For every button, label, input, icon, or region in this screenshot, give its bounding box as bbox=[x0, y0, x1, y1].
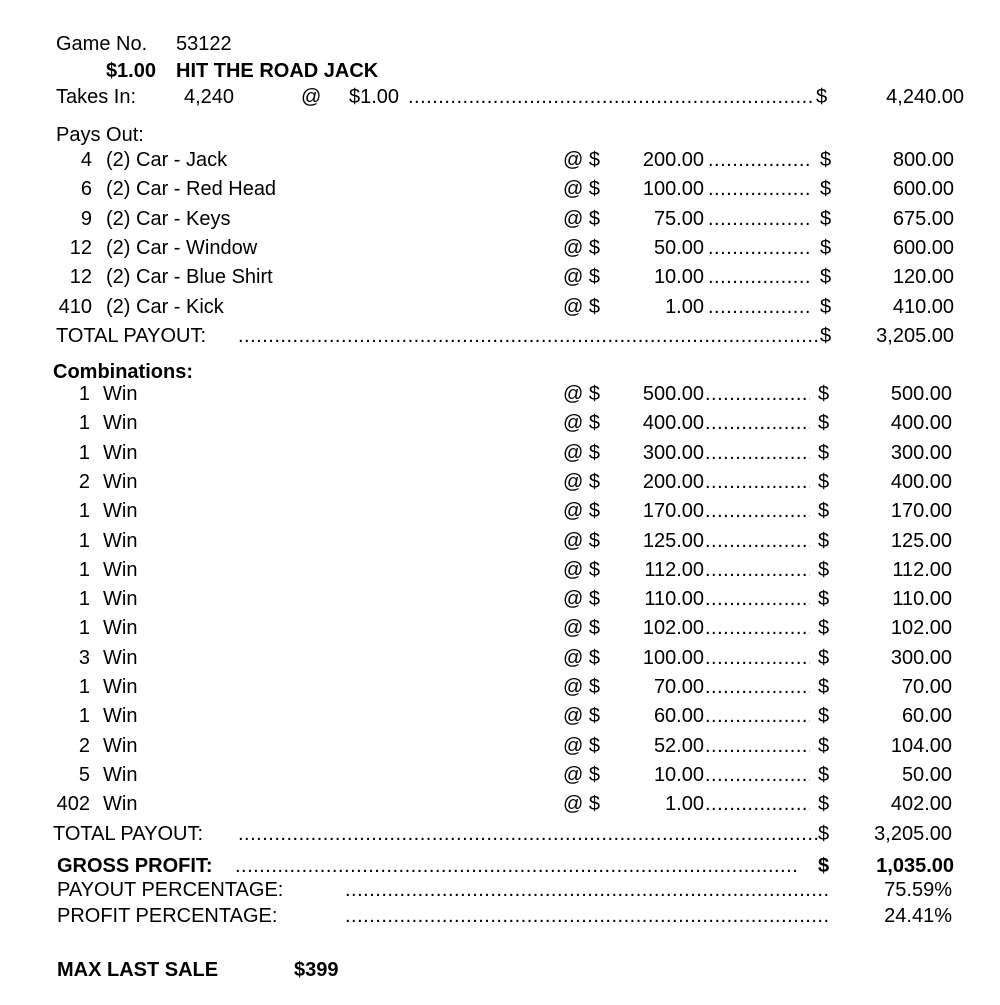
row-prize: 125.00 bbox=[642, 529, 704, 552]
row-total: 104.00 bbox=[890, 734, 952, 757]
row-description: (2) Car - Window bbox=[106, 236, 258, 259]
leader-dots bbox=[238, 325, 820, 347]
row-at-dollar: @ $ bbox=[563, 470, 600, 493]
row-at-dollar: @ $ bbox=[563, 207, 600, 230]
leader-dots bbox=[708, 208, 812, 230]
leader-dots bbox=[705, 383, 810, 405]
row-total: 600.00 bbox=[892, 236, 954, 259]
row-description: Win bbox=[103, 676, 138, 698]
row-description: (2) Car - Blue Shirt bbox=[106, 266, 273, 289]
row-at-dollar: @ $ bbox=[563, 266, 600, 289]
leader-dots bbox=[708, 296, 812, 318]
row-quantity: 12 bbox=[69, 266, 92, 289]
row-at-dollar: @ $ bbox=[563, 236, 600, 259]
profit-percentage-value: 24.41% bbox=[884, 905, 952, 927]
row-currency: $ bbox=[818, 793, 830, 816]
leader-dots bbox=[705, 412, 810, 434]
row-quantity: 3 bbox=[78, 646, 90, 669]
row-currency: $ bbox=[820, 178, 832, 201]
row-currency: $ bbox=[818, 705, 830, 728]
row-prize: 60.00 bbox=[653, 705, 704, 728]
row-at-dollar: @ $ bbox=[563, 383, 600, 405]
leader-dots bbox=[705, 647, 810, 669]
takes-in-label: Takes In: bbox=[56, 86, 137, 108]
combinations-total-currency: $ bbox=[818, 823, 830, 845]
row-description: (2) Car - Jack bbox=[106, 149, 228, 171]
leader-dots bbox=[705, 500, 810, 522]
row-quantity: 12 bbox=[69, 236, 92, 259]
row-total: 112.00 bbox=[892, 558, 952, 581]
row-total: 675.00 bbox=[892, 207, 954, 230]
row-total: 70.00 bbox=[901, 676, 952, 698]
row-total: 400.00 bbox=[890, 470, 952, 493]
row-currency: $ bbox=[818, 617, 830, 640]
row-description: Win bbox=[103, 734, 138, 757]
leader-dots bbox=[708, 266, 812, 288]
row-total: 800.00 bbox=[892, 149, 954, 171]
row-currency: $ bbox=[818, 676, 830, 698]
row-quantity: 1 bbox=[78, 500, 90, 523]
gross-profit-currency: $ bbox=[818, 855, 830, 877]
row-description: Win bbox=[103, 705, 138, 728]
row-prize: 400.00 bbox=[642, 412, 704, 435]
row-quantity: 1 bbox=[78, 383, 90, 405]
row-prize: 1.00 bbox=[665, 793, 704, 816]
row-prize: 100.00 bbox=[642, 646, 704, 669]
leader-dots bbox=[705, 559, 810, 581]
row-currency: $ bbox=[818, 383, 830, 405]
row-at-dollar: @ $ bbox=[563, 588, 600, 611]
row-at-dollar: @ $ bbox=[563, 149, 600, 171]
leader-dots bbox=[708, 149, 812, 171]
game-price: $1.00 bbox=[105, 60, 156, 82]
row-description: Win bbox=[103, 588, 138, 611]
pays-out-total-label: TOTAL PAYOUT: bbox=[56, 325, 207, 347]
row-prize: 70.00 bbox=[653, 676, 704, 698]
takes-in-at: @ bbox=[301, 86, 322, 108]
leader-dots bbox=[708, 237, 812, 259]
leader-dots bbox=[705, 676, 810, 698]
row-quantity: 6 bbox=[80, 178, 92, 201]
row-at-dollar: @ $ bbox=[563, 734, 600, 757]
gross-profit-value: 1,035.00 bbox=[876, 855, 954, 877]
row-currency: $ bbox=[818, 734, 830, 757]
game-no-value: 53122 bbox=[176, 33, 232, 55]
row-description: Win bbox=[103, 793, 138, 816]
row-prize: 300.00 bbox=[642, 441, 704, 464]
combinations-total-label: TOTAL PAYOUT: bbox=[53, 823, 204, 845]
leader-dots bbox=[705, 442, 810, 464]
row-quantity: 1 bbox=[78, 705, 90, 728]
row-prize: 500.00 bbox=[642, 383, 704, 405]
row-description: Win bbox=[103, 412, 138, 435]
row-total: 300.00 bbox=[890, 441, 952, 464]
row-currency: $ bbox=[818, 588, 830, 611]
row-total: 50.00 bbox=[901, 763, 952, 786]
row-description: (2) Car - Red Head bbox=[106, 178, 277, 201]
row-quantity: 1 bbox=[78, 617, 90, 640]
row-quantity: 9 bbox=[80, 207, 92, 230]
row-description: (2) Car - Kick bbox=[106, 295, 224, 318]
leader-dots bbox=[708, 178, 812, 200]
row-total: 410.00 bbox=[892, 295, 954, 318]
row-quantity: 402 bbox=[56, 793, 90, 816]
combinations-total-value: 3,205.00 bbox=[874, 823, 952, 845]
row-at-dollar: @ $ bbox=[563, 178, 600, 201]
row-at-dollar: @ $ bbox=[563, 441, 600, 464]
takes-in-price: $1.00 bbox=[349, 86, 400, 108]
profit-percentage-label: PROFIT PERCENTAGE: bbox=[57, 905, 278, 927]
row-at-dollar: @ $ bbox=[563, 412, 600, 435]
leader-dots bbox=[705, 764, 810, 786]
row-description: Win bbox=[103, 470, 138, 493]
row-currency: $ bbox=[818, 441, 830, 464]
row-quantity: 5 bbox=[78, 763, 90, 786]
row-currency: $ bbox=[820, 266, 832, 289]
row-at-dollar: @ $ bbox=[563, 646, 600, 669]
row-description: Win bbox=[103, 383, 138, 405]
row-quantity: 1 bbox=[78, 441, 90, 464]
row-prize: 200.00 bbox=[642, 149, 704, 171]
row-currency: $ bbox=[818, 763, 830, 786]
row-at-dollar: @ $ bbox=[563, 763, 600, 786]
row-prize: 10.00 bbox=[653, 266, 704, 289]
takes-in-count: 4,240 bbox=[184, 86, 235, 108]
row-total: 125.00 bbox=[890, 529, 952, 552]
row-total: 600.00 bbox=[892, 178, 954, 201]
max-last-sale-label: MAX LAST SALE bbox=[57, 959, 219, 981]
row-prize: 10.00 bbox=[653, 763, 704, 786]
row-at-dollar: @ $ bbox=[563, 705, 600, 728]
row-at-dollar: @ $ bbox=[563, 676, 600, 698]
row-total: 170.00 bbox=[890, 500, 952, 523]
row-prize: 100.00 bbox=[642, 178, 704, 201]
combinations-label: Combinations: bbox=[53, 361, 193, 383]
row-at-dollar: @ $ bbox=[563, 529, 600, 552]
row-at-dollar: @ $ bbox=[563, 793, 600, 816]
row-currency: $ bbox=[818, 470, 830, 493]
row-prize: 52.00 bbox=[653, 734, 704, 757]
pays-out-label: Pays Out: bbox=[56, 124, 144, 146]
pays-out-total-value: 3,205.00 bbox=[876, 325, 954, 347]
row-total: 120.00 bbox=[892, 266, 954, 289]
pays-out-total-currency: $ bbox=[820, 325, 832, 347]
row-quantity: 1 bbox=[78, 529, 90, 552]
leader-dots bbox=[238, 823, 818, 845]
row-description: Win bbox=[103, 646, 138, 669]
leader-dots bbox=[408, 86, 812, 108]
game-name: HIT THE ROAD JACK bbox=[176, 60, 379, 82]
row-quantity: 410 bbox=[58, 295, 92, 318]
row-description: Win bbox=[103, 500, 138, 523]
leader-dots bbox=[345, 879, 828, 901]
row-prize: 112.00 bbox=[644, 558, 704, 581]
row-at-dollar: @ $ bbox=[563, 295, 600, 318]
payout-percentage-label: PAYOUT PERCENTAGE: bbox=[57, 879, 284, 901]
leader-dots bbox=[705, 617, 810, 639]
row-total: 300.00 bbox=[890, 646, 952, 669]
row-quantity: 4 bbox=[80, 149, 92, 171]
row-at-dollar: @ $ bbox=[563, 500, 600, 523]
row-total: 500.00 bbox=[890, 383, 952, 405]
row-total: 60.00 bbox=[901, 705, 952, 728]
row-prize: 170.00 bbox=[642, 500, 704, 523]
payout-percentage-value: 75.59% bbox=[884, 879, 952, 901]
row-description: (2) Car - Keys bbox=[106, 207, 231, 230]
row-total: 102.00 bbox=[890, 617, 952, 640]
max-last-sale-value: $399 bbox=[294, 959, 339, 981]
row-total: 110.00 bbox=[892, 588, 952, 611]
leader-dots bbox=[705, 530, 810, 552]
leader-dots bbox=[235, 855, 800, 877]
row-currency: $ bbox=[818, 558, 830, 581]
takes-in-currency: $ bbox=[816, 86, 828, 108]
leader-dots bbox=[705, 471, 810, 493]
leader-dots bbox=[705, 735, 810, 757]
row-at-dollar: @ $ bbox=[563, 617, 600, 640]
row-total: 400.00 bbox=[890, 412, 952, 435]
row-quantity: 1 bbox=[78, 412, 90, 435]
leader-dots bbox=[345, 905, 828, 927]
row-prize: 75.00 bbox=[653, 207, 704, 230]
row-currency: $ bbox=[820, 149, 832, 171]
leader-dots bbox=[705, 588, 810, 610]
row-currency: $ bbox=[818, 529, 830, 552]
row-at-dollar: @ $ bbox=[563, 558, 600, 581]
row-prize: 200.00 bbox=[642, 470, 704, 493]
row-currency: $ bbox=[820, 236, 832, 259]
row-quantity: 2 bbox=[78, 470, 90, 493]
row-prize: 102.00 bbox=[642, 617, 704, 640]
row-description: Win bbox=[103, 558, 138, 581]
row-quantity: 1 bbox=[78, 558, 90, 581]
row-prize: 1.00 bbox=[665, 295, 704, 318]
row-quantity: 1 bbox=[78, 676, 90, 698]
row-prize: 50.00 bbox=[653, 236, 704, 259]
leader-dots bbox=[705, 793, 810, 815]
row-currency: $ bbox=[818, 646, 830, 669]
row-total: 402.00 bbox=[890, 793, 952, 816]
game-no-label: Game No. bbox=[56, 33, 148, 55]
takes-in-total: 4,240.00 bbox=[886, 86, 964, 108]
leader-dots bbox=[705, 705, 810, 727]
row-currency: $ bbox=[818, 412, 830, 435]
row-quantity: 2 bbox=[78, 734, 90, 757]
row-description: Win bbox=[103, 529, 138, 552]
row-quantity: 1 bbox=[78, 588, 90, 611]
row-description: Win bbox=[103, 763, 138, 786]
row-prize: 110.00 bbox=[644, 588, 704, 611]
gross-profit-label: GROSS PROFIT: bbox=[57, 855, 213, 877]
row-currency: $ bbox=[820, 207, 832, 230]
row-currency: $ bbox=[820, 295, 832, 318]
row-description: Win bbox=[103, 441, 138, 464]
row-description: Win bbox=[103, 617, 138, 640]
row-currency: $ bbox=[818, 500, 830, 523]
